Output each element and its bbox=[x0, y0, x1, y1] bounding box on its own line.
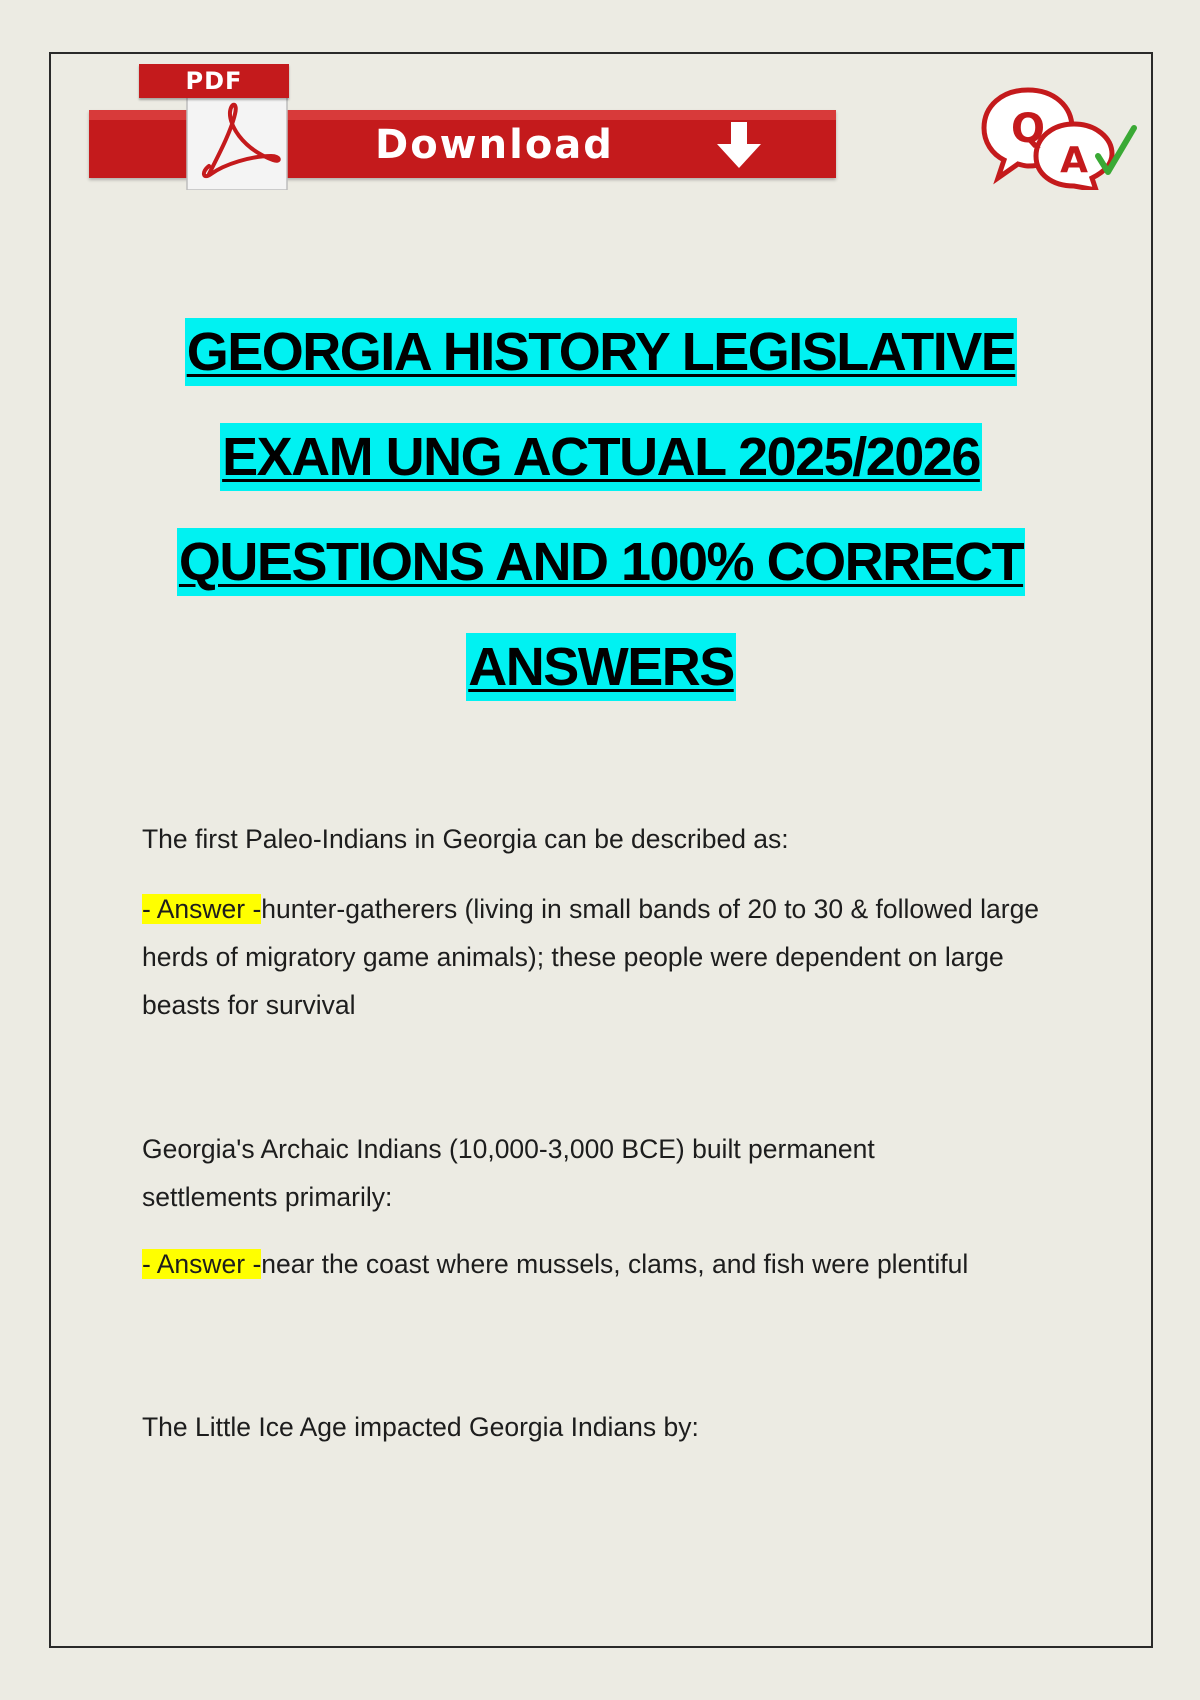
answer-paragraph bbox=[142, 885, 1082, 1029]
question-text: Georgia's Archaic Indians (10,000-3,000 BCE) built permanent settlements primarily: bbox=[142, 1134, 875, 1212]
question-text: The first Paleo-Indians in Georgia can be described as: bbox=[142, 824, 789, 854]
logo-q-letter: Q bbox=[1010, 106, 1046, 152]
answer-tag: - Answer - bbox=[142, 1249, 262, 1279]
question-text: The Little Ice Age impacted Georgia Indians by: bbox=[142, 1412, 699, 1442]
title-line: ANSWERS bbox=[466, 633, 736, 701]
title-line: GEORGIA HISTORY LEGISLATIVE bbox=[185, 318, 1018, 386]
title-line: QUESTIONS AND 100% CORRECT bbox=[177, 528, 1025, 596]
logo-a-letter: A bbox=[1060, 140, 1088, 181]
download-arrow-icon[interactable] bbox=[709, 120, 769, 170]
pdf-label: PDF bbox=[139, 64, 289, 98]
qa-logo bbox=[978, 82, 1138, 190]
answer-tag: - Answer - bbox=[142, 894, 262, 924]
answer-text: near the coast where mussels, clams, and fish were plentiful bbox=[261, 1249, 969, 1279]
document-title bbox=[60, 318, 1142, 738]
answer-paragraph bbox=[142, 1240, 1082, 1288]
download-label[interactable]: Download bbox=[375, 122, 614, 168]
pdf-download-banner[interactable] bbox=[89, 62, 836, 190]
pdf-document-icon bbox=[139, 62, 289, 190]
title-line: EXAM UNG ACTUAL 2025/2026 bbox=[220, 423, 982, 491]
answer-text: hunter-gatherers (living in small bands of 20 to 30 & followed large herds of migratory game animals); these people were dependent on large beasts for survival bbox=[142, 894, 1040, 1020]
